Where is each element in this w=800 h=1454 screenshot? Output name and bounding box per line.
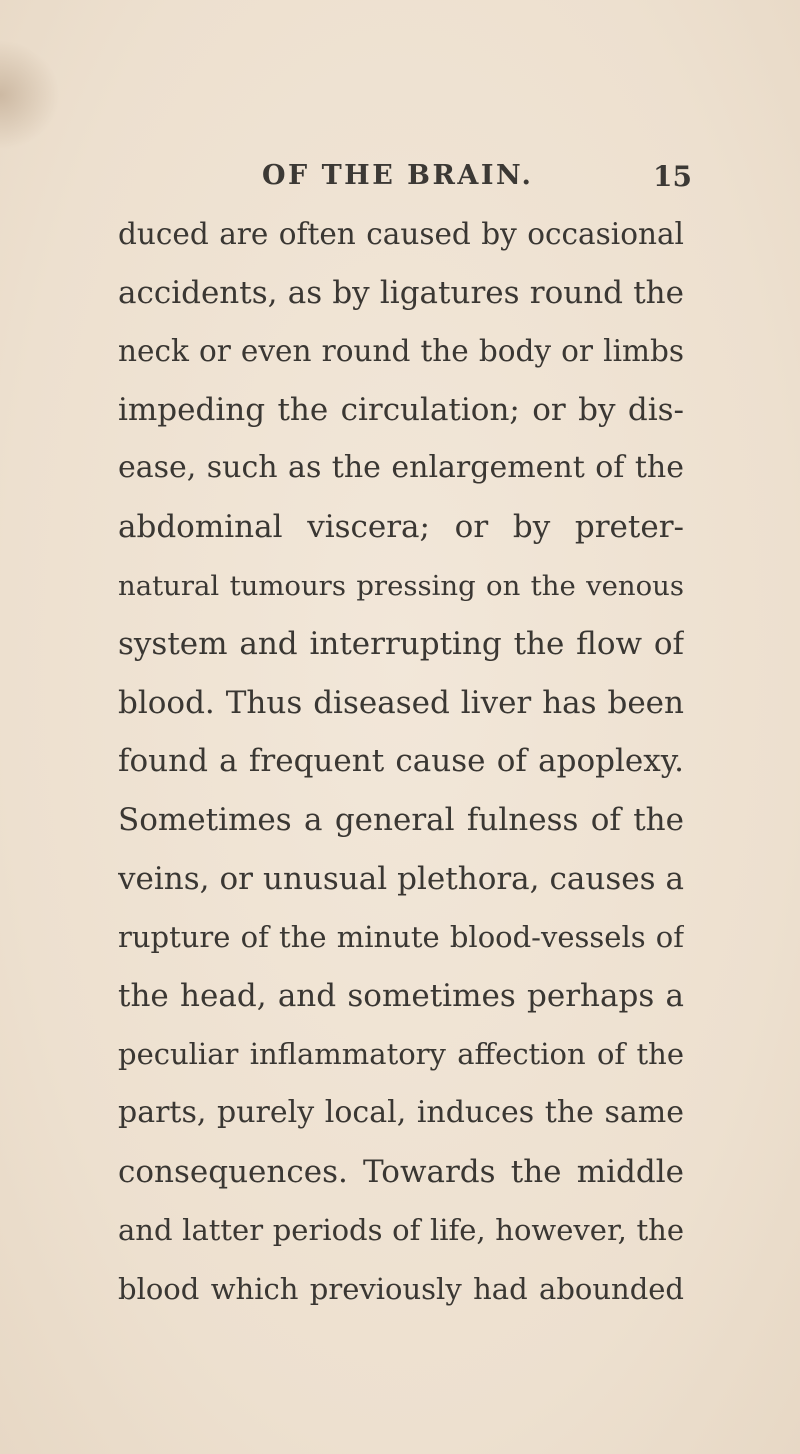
- text-line: and latter periods of life, however, the: [118, 1213, 684, 1248]
- body-text: [118, 205, 684, 1318]
- text-line: blood. Thus diseased liver has been: [118, 684, 684, 721]
- text-line: impeding the circulation; or by dis-: [118, 391, 684, 428]
- text-line: parts, purely local, induces the same: [118, 1094, 684, 1130]
- page-header: [262, 160, 692, 200]
- text-line: blood which previously had abounded: [118, 1271, 684, 1306]
- text-line: system and interrupting the flow of: [118, 626, 684, 663]
- page-stain: [0, 40, 60, 150]
- text-line: peculiar inflammatory affection of the: [118, 1037, 684, 1072]
- text-line: natural tumours pressing on the venous: [118, 569, 684, 602]
- text-line: Sometimes a general fulness of the: [118, 801, 684, 838]
- text-line: duced are often caused by occasional: [118, 217, 684, 251]
- text-line: the head, and sometimes perhaps a: [118, 977, 684, 1014]
- text-line: consequences. Towards the middle: [118, 1153, 684, 1190]
- text-line: abdominal viscera; or by preter-: [118, 508, 684, 545]
- page-number: 15: [653, 160, 692, 193]
- text-line: rupture of the minute blood-vessels of: [118, 920, 684, 955]
- text-line: veins, or unusual plethora, causes a: [118, 860, 684, 897]
- running-head: OF THE BRAIN.: [262, 160, 534, 191]
- text-line: found a frequent cause of apoplexy.: [118, 743, 684, 780]
- text-line: ease, such as the enlargement of the: [118, 450, 684, 486]
- text-line: neck or even round the body or limbs: [118, 334, 684, 369]
- text-line: accidents, as by ligatures round the: [118, 274, 684, 311]
